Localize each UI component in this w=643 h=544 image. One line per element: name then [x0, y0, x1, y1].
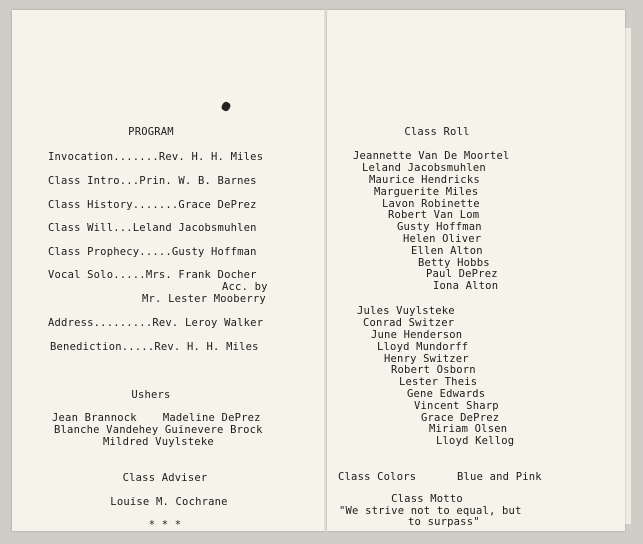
ushers-line-2: Blanche Vandehey Guinevere Brock: [54, 424, 263, 436]
roll-name: Lester Theis: [399, 376, 478, 388]
ornament: * * *: [148, 519, 182, 531]
adviser-heading: Class Adviser: [122, 472, 208, 484]
roll-name: Maurice Hendricks: [369, 174, 480, 186]
roll-name: Miriam Olsen: [429, 423, 508, 435]
roll-name: Betty Hobbs: [418, 257, 490, 269]
ushers-line-3: Mildred Vuylsteke: [103, 436, 214, 448]
program-item-class-intro: Class Intro...Prin. W. B. Barnes: [48, 175, 257, 187]
program-item-address: Address.........Rev. Leroy Walker: [48, 317, 264, 329]
roll-name: Grace DePrez: [421, 412, 500, 424]
left-page: [12, 10, 324, 531]
roll-name: June Henderson: [371, 329, 463, 341]
roll-name: Leland Jacobsmuhlen: [362, 162, 486, 174]
roll-name: Robert Van Lom: [388, 209, 480, 221]
program-heading: PROGRAM: [128, 126, 174, 138]
class-roll-heading: Class Roll: [404, 126, 470, 138]
roll-name: Lavon Robinette: [382, 198, 480, 210]
roll-name: Jeannette Van De Moortel: [353, 150, 510, 162]
roll-name: Lloyd Kellog: [436, 435, 515, 447]
roll-name: Lloyd Mundorff: [377, 341, 469, 353]
roll-name: Paul DePrez: [426, 268, 498, 280]
ink-blot: [220, 101, 231, 113]
program-item-class-prophecy: Class Prophecy.....Gusty Hoffman: [48, 246, 257, 258]
class-colors-label: Class Colors: [338, 471, 417, 483]
program-item-class-will: Class Will...Leland Jacobsmuhlen: [48, 222, 257, 234]
program-item-invocation: Invocation.......Rev. H. H. Miles: [48, 151, 264, 163]
program-item-class-history: Class History.......Grace DePrez: [48, 199, 257, 211]
ushers-heading: Ushers: [131, 389, 171, 401]
program-item-accompanist: Mr. Lester Mooberry: [142, 293, 266, 305]
roll-name: Conrad Switzer: [363, 317, 455, 329]
class-motto-line-1: "We strive not to equal, but: [339, 505, 522, 517]
adviser-name: Louise M. Cochrane: [110, 496, 228, 508]
class-motto-line-2: to surpass": [408, 516, 480, 528]
roll-name: Gusty Hoffman: [397, 221, 482, 233]
class-motto-heading: Class Motto: [391, 493, 463, 505]
roll-name: Vincent Sharp: [414, 400, 499, 412]
ushers-line-1: Jean Brannock Madeline DePrez: [52, 412, 261, 424]
program-item-vocal-solo: Vocal Solo.....Mrs. Frank Docher: [48, 269, 257, 281]
roll-name: Jules Vuylsteke: [357, 305, 455, 317]
program-item-benediction: Benediction.....Rev. H. H. Miles: [50, 341, 259, 353]
class-colors-value: Blue and Pink: [457, 471, 542, 483]
roll-name: Henry Switzer: [384, 353, 469, 365]
roll-name: Robert Osborn: [391, 364, 476, 376]
roll-name: Iona Alton: [433, 280, 499, 292]
roll-name: Helen Oliver: [403, 233, 482, 245]
program-item-accompaniment: Acc. by: [222, 281, 268, 293]
roll-name: Gene Edwards: [407, 388, 486, 400]
roll-name: Ellen Alton: [411, 245, 483, 257]
roll-name: Marguerite Miles: [374, 186, 479, 198]
right-page: [327, 10, 625, 531]
